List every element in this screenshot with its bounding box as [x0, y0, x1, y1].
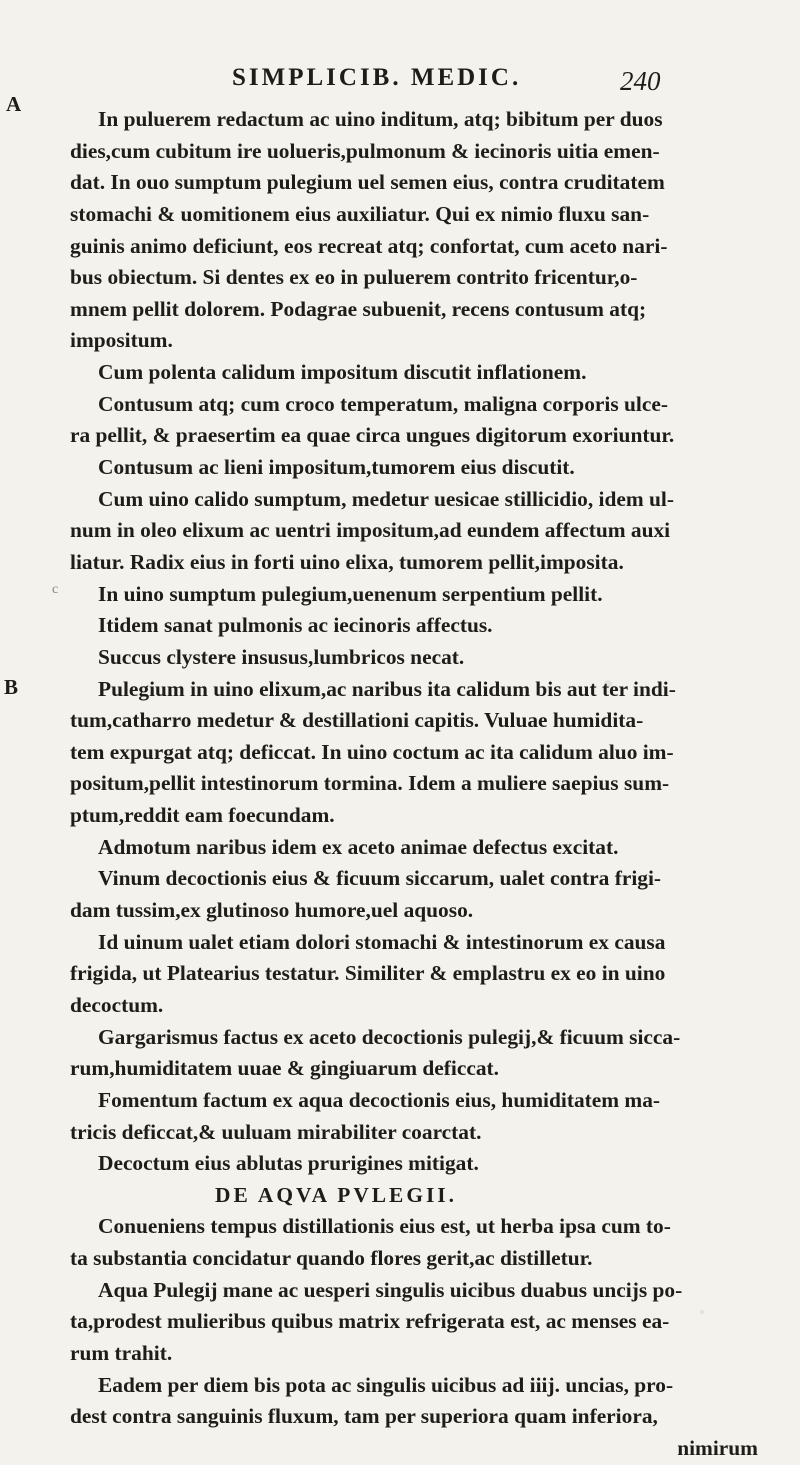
text-line: tem expurgat atq; deficcat. In uino coctum ac ita calidum aluo im- — [70, 739, 674, 764]
text-line: rum,humiditatem uuae & gingiuarum deficcat. — [70, 1056, 499, 1081]
section-heading: DE AQVA PVLEGII. — [215, 1182, 457, 1207]
folio-number: 240 — [620, 66, 661, 96]
text-line: Gargarismus factus ex aceto decoctionis pulegij,& ficuum sicca- — [98, 1024, 681, 1049]
ink-spot — [604, 680, 612, 688]
text-line: dam tussim,ex glutinoso humore,uel aquoso. — [70, 898, 474, 923]
text-line: mnem pellit dolorem. Podagrae subuenit, recens contusum atq; — [70, 296, 647, 321]
margin-letter-c: c — [52, 582, 59, 597]
text-line: tricis deficcat,& uuluam mirabiliter coarctat. — [70, 1119, 482, 1144]
text-line: ta,prodest mulieribus quibus matrix refrigerata est, ac menses ea- — [70, 1309, 670, 1334]
text-line: In uino sumptum pulegium,uenenum serpentium pellit. — [98, 581, 603, 606]
margin-letter-b: B — [4, 675, 19, 699]
body-text — [70, 104, 760, 1465]
text-line: Vinum decoctionis eius & ficuum siccarum, ualet contra frigi- — [98, 866, 662, 891]
text-line: Conueniens tempus distillationis eius est, ut herba ipsa cum to- — [98, 1214, 671, 1239]
text-line: ptum,reddit eam foecundam. — [70, 803, 335, 828]
text-line: Contusum atq; cum croco temperatum, maligna corporis ulce- — [98, 391, 668, 416]
text-line: liatur. Radix eius in forti uino elixa, tumorem pellit,imposita. — [70, 549, 624, 574]
text-line: ra pellit, & praesertim ea quae circa ungues digitorum exoriuntur. — [70, 423, 675, 448]
text-line: Id uinum ualet etiam dolori stomachi & intestinorum ex causa — [98, 929, 666, 954]
text-line: Fomentum factum ex aqua decoctionis eius, humiditatem ma- — [98, 1087, 661, 1112]
text-line: Decoctum eius ablutas prurigines mitigat. — [98, 1151, 479, 1176]
text-line: Itidem sanat pulmonis ac iecinoris affectus. — [98, 613, 493, 638]
text-line: In puluerem redactum ac uino inditum, atq; bibitum per duos — [98, 107, 663, 131]
text-line: Cum uino calido sumptum, medetur uesicae stillicidio, idem ul- — [98, 486, 674, 511]
text-line: Contusum ac lieni impositum,tumorem eius discutit. — [98, 455, 575, 480]
text-line: bus obiectum. Si dentes ex eo in puluerem contrito fricentur,o- — [70, 265, 638, 290]
catchword: nimirum — [677, 1435, 758, 1460]
text-line: dat. In ouo sumptum pulegium uel semen eius, contra cruditatem — [70, 170, 665, 195]
text-line: impositum. — [70, 328, 173, 353]
text-line: guinis animo deficiunt, eos recreat atq; confortat, cum aceto nari- — [70, 233, 668, 258]
text-line: Succus clystere insusus,lumbricos necat. — [98, 644, 465, 669]
text-line: dest contra sanguinis fluxum, tam per superiora quam inferiora, — [70, 1404, 658, 1429]
margin-letter-a: A — [6, 92, 22, 116]
ink-spot — [700, 1310, 704, 1314]
text-line: num in oleo elixum ac uentri impositum,ad eundem affectum auxi — [70, 518, 671, 543]
text-line: Pulegium in uino elixum,ac naribus ita calidum bis aut ter indi- — [98, 676, 676, 701]
text-line: Aqua Pulegij mane ac uesperi singulis uicibus duabus uncijs po- — [98, 1277, 683, 1302]
text-line: Admotum naribus idem ex aceto animae defectus excitat. — [98, 834, 619, 859]
running-head: SIMPLICIB. MEDIC. — [232, 64, 522, 91]
text-line: Eadem per diem bis pota ac singulis uicibus ad iiij. uncias, pro- — [98, 1372, 674, 1397]
text-line: tum,catharro medetur & destillationi capitis. Vuluae humidita- — [70, 708, 644, 733]
text-line: dies,cum cubitum ire uolueris,pulmonum & iecinoris uitia emen- — [70, 138, 660, 163]
text-line: ta substantia concidatur quando flores gerit,ac distilletur. — [70, 1246, 593, 1271]
text-line: rum trahit. — [70, 1340, 173, 1365]
text-line: Cum polenta calidum impositum discutit inflationem. — [98, 360, 587, 385]
text-line: frigida, ut Platearius testatur. Similiter & emplastru ex eo in uino — [70, 961, 666, 986]
text-line: stomachi & uomitionem eius auxiliatur. Qui ex nimio fluxu san- — [70, 201, 650, 226]
page-header — [0, 64, 800, 98]
text-line: decoctum. — [70, 992, 164, 1017]
text-line: positum,pellit intestinorum tormina. Idem a muliere saepius sum- — [70, 771, 670, 796]
